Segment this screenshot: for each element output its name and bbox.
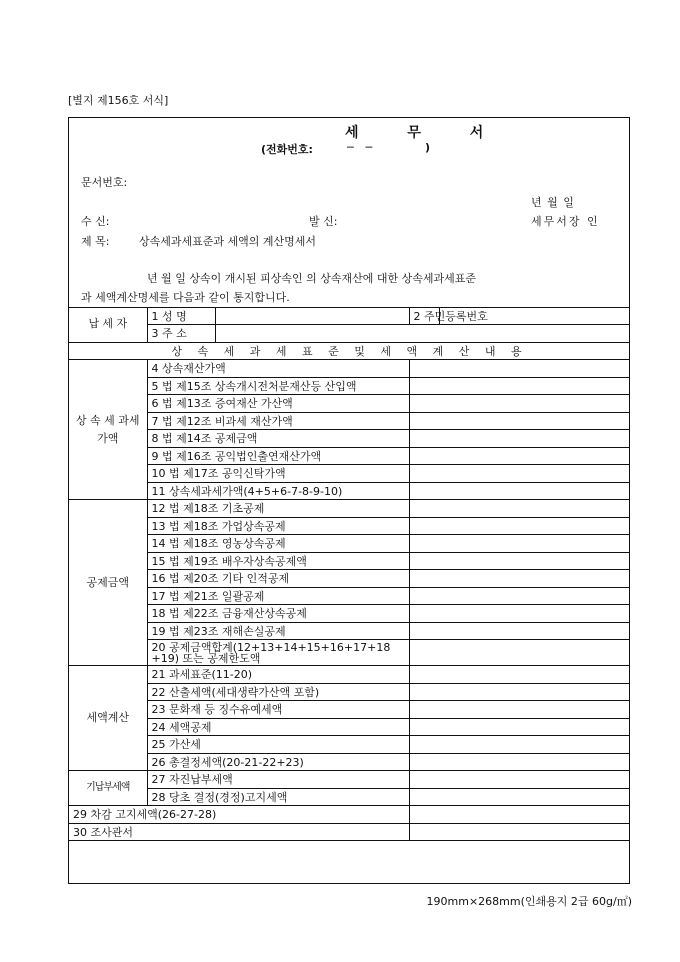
item-value[interactable] [409, 701, 630, 719]
item-label: 12 법 제18조 기초공제 [147, 500, 409, 518]
item-value[interactable] [409, 771, 630, 789]
deductions-group-label: 공제금액 [69, 500, 147, 666]
item-value[interactable] [409, 412, 630, 430]
item-label: 28 당초 결정(경정)고지세액 [147, 788, 409, 806]
item-value[interactable] [409, 640, 630, 666]
item-label: 6 법 제13조 증여재산 가산액 [147, 395, 409, 413]
table-row [69, 552, 630, 570]
address-value[interactable] [215, 325, 630, 343]
item-value[interactable] [409, 535, 630, 553]
item-value[interactable] [409, 500, 630, 518]
item-label: 13 법 제18조 가업상속공제 [147, 517, 409, 535]
item-label: 17 법 제21조 일괄공제 [147, 587, 409, 605]
phone-close: ) [425, 141, 431, 154]
prepaid-group-label: 기납부세액 [69, 771, 147, 806]
notice-body-line2: 과 세액계산명세를 다음과 같이 통지합니다. [81, 291, 290, 304]
item-value[interactable] [409, 447, 630, 465]
taxpayer-group-label: 납 세 자 [69, 307, 147, 342]
calculation-table [69, 307, 630, 841]
tax-notice-form [68, 117, 630, 884]
form-label: [별지 제156호 서식] [68, 94, 169, 107]
item-label: 10 법 제17조 공익신탁가액 [147, 465, 409, 483]
table-row [69, 622, 630, 640]
item-value[interactable] [409, 465, 630, 483]
item-label: 22 산출세액(세대생략가산액 포함) [147, 683, 409, 701]
table-row [69, 587, 630, 605]
table-row [69, 640, 630, 666]
item-value[interactable] [409, 666, 630, 684]
section-title: 상 속 세 과 세 표 준 및 세 액 계 산 내 용 [69, 342, 630, 360]
item-value[interactable] [409, 482, 630, 500]
form-title: 세 무 서 [345, 125, 506, 141]
address-label: 3 주 소 [147, 325, 215, 343]
item-value[interactable] [409, 806, 630, 824]
item-value[interactable] [409, 718, 630, 736]
item-label: 5 법 제15조 상속개시전처분재산등 산입액 [147, 377, 409, 395]
table-row [69, 360, 630, 378]
item-label: 25 가산세 [147, 736, 409, 754]
item-value[interactable] [409, 788, 630, 806]
table-row [69, 535, 630, 553]
item-value[interactable] [409, 517, 630, 535]
item-label: 27 자진납부세액 [147, 771, 409, 789]
table-row [69, 412, 630, 430]
item-value[interactable] [409, 430, 630, 448]
item-label: 15 법 제19조 배우자상속공제액 [147, 552, 409, 570]
item-label: 18 법 제22조 금융재산상속공제 [147, 605, 409, 623]
form-header [69, 118, 629, 308]
table-row [69, 788, 630, 806]
item-value[interactable] [409, 605, 630, 623]
table-row [69, 718, 630, 736]
table-row [69, 377, 630, 395]
notice-body-line1: 년 월 일 상속이 개시된 피상속인 의 상속재산에 대한 상속세과세표준 [147, 272, 476, 285]
item-label: 8 법 제14조 공제금액 [147, 430, 409, 448]
item-label: 19 법 제23조 재해손실공제 [147, 622, 409, 640]
item-value[interactable] [409, 552, 630, 570]
table-row [69, 823, 630, 841]
table-row [69, 430, 630, 448]
table-row [69, 517, 630, 535]
recipient-label: 수 신: [81, 215, 110, 228]
sender-seal: 세무서장 인 [531, 215, 600, 228]
table-row [69, 395, 630, 413]
item-label: 29 차감 고지세액(26-27-28) [69, 806, 409, 824]
table-row [69, 753, 630, 771]
item-value[interactable] [409, 753, 630, 771]
phone-label: (전화번호: [261, 143, 313, 156]
address-row [69, 325, 630, 343]
table-row [69, 570, 630, 588]
item-label: 21 과세표준(11-20) [147, 666, 409, 684]
subject-label: 제 목: [81, 235, 110, 248]
table-row [69, 806, 630, 824]
section-title-row [69, 342, 630, 360]
date-field: 년 월 일 [531, 196, 575, 209]
item-value[interactable] [409, 395, 630, 413]
table-row [69, 701, 630, 719]
item-label: 24 세액공제 [147, 718, 409, 736]
item-label-line2: +19) 또는 공제한도액 [151, 651, 261, 665]
table-row [69, 736, 630, 754]
item-label: 4 상속재산가액 [147, 360, 409, 378]
table-row [69, 482, 630, 500]
table-row [69, 666, 630, 684]
item-label: 9 법 제16조 공익법인출연재산가액 [147, 447, 409, 465]
item-value[interactable] [409, 683, 630, 701]
paper-spec: 190mm×268mm(인쇄용지 2급 60g/㎡) [426, 895, 632, 908]
item-label: 26 총결정세액(20-21-22+23) [147, 753, 409, 771]
item-label: 30 조사관서 [69, 823, 409, 841]
item-value[interactable] [409, 622, 630, 640]
item-value[interactable] [409, 570, 630, 588]
item-label: 16 법 제20조 기타 인적공제 [147, 570, 409, 588]
taxpayer-row [69, 307, 630, 325]
sender-label: 발 신: [309, 215, 338, 228]
tax-calc-group-label: 세액계산 [69, 666, 147, 771]
phone-dashes: ─ ─ [347, 141, 377, 154]
table-row [69, 465, 630, 483]
table-row [69, 605, 630, 623]
table-row [69, 447, 630, 465]
item-label: 7 법 제12조 비과세 재산가액 [147, 412, 409, 430]
name-label: 1 성 명 [147, 307, 215, 325]
item-label: 14 법 제18조 영농상속공제 [147, 535, 409, 553]
item-label: 11 상속세과세가액(4+5+6-7-8-9-10) [147, 482, 409, 500]
item-label: 23 문화재 등 징수유예세액 [147, 701, 409, 719]
item-value[interactable] [409, 360, 630, 378]
item-value[interactable] [409, 736, 630, 754]
item-label [147, 640, 409, 666]
table-row [69, 683, 630, 701]
item-value[interactable] [409, 823, 630, 841]
subject-value: 상속세과세표준과 세액의 계산명세서 [139, 235, 317, 248]
item-label-line1: 20 공제금액합계(12+13+14+15+16+17+18 [151, 640, 391, 654]
item-value[interactable] [409, 377, 630, 395]
item-value[interactable] [409, 587, 630, 605]
taxable-group-label: 상 속 세 과세가액 [69, 360, 147, 500]
doc-number-label: 문서번호: [81, 176, 128, 189]
table-row [69, 500, 630, 518]
table-row [69, 771, 630, 789]
name-value[interactable] [215, 307, 409, 325]
id-label: 2 주민등록번호 [409, 307, 439, 325]
